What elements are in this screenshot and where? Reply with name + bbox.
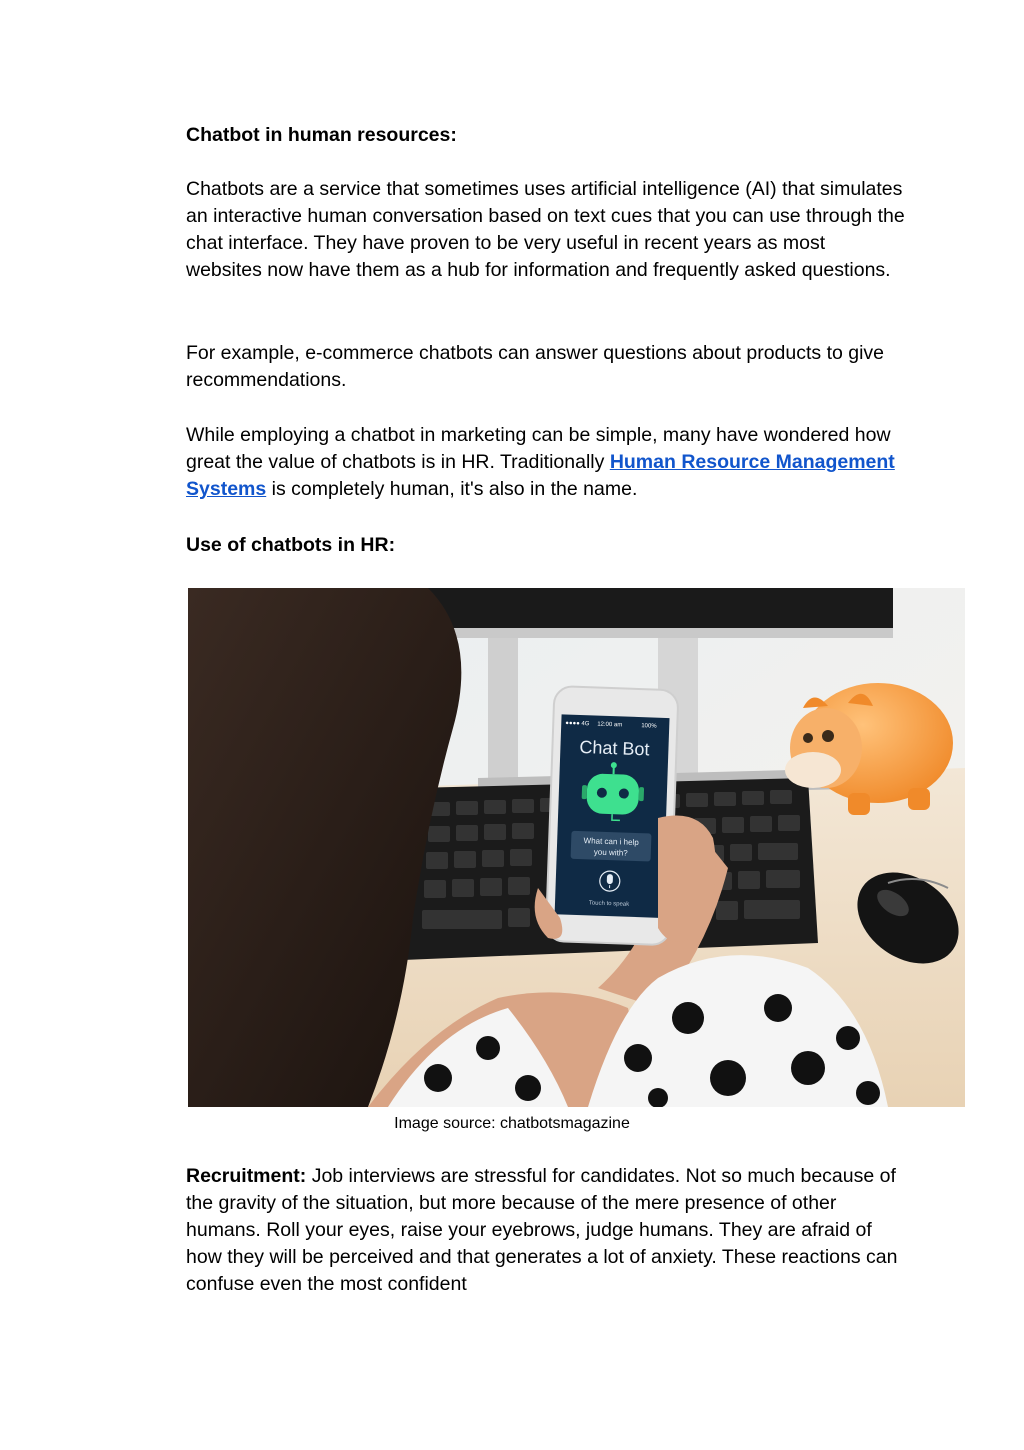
phone-touch-to-speak: Touch to speak — [588, 900, 630, 908]
recruitment-text: Job interviews are stressful for candidates. Not so much because of the gravity of the situation, but more because of the mere presence of other humans. Roll your eyes, raise your eyebrows, judge humans. They are afraid of how they will be perceived and that generates a lot of anxiety. These reactions can confuse even the most confident — [186, 1165, 898, 1295]
section-heading-use-of-chatbots: Use of chatbots in HR: — [186, 534, 396, 556]
phone-status-time: 12:00 am — [597, 721, 623, 729]
hrms-link[interactable]: Human Resource Management Systems — [186, 451, 895, 500]
phone-status-signal: ●●●● 4G — [565, 720, 590, 728]
paragraph-example: For example, e-commerce chatbots can answer questions about products to give recommendations. — [186, 342, 885, 391]
paragraph-hr-value-text: While employing a chatbot in marketing can be simple, many have wondered how great the value of chatbots is in HR. Traditionally — [186, 424, 891, 473]
phone-title: Chat Bot — [579, 736, 650, 760]
monitor-bottom — [418, 588, 893, 634]
paragraph-recruitment — [186, 1163, 906, 1298]
chatbot-photo-illustration — [188, 588, 965, 1107]
recruitment-label: Recruitment: — [186, 1165, 307, 1187]
paragraph-intro: Chatbots are a service that sometimes uses artificial intelligence (AI) that simulates an interactive human conversation based on text cues that you can use through the chat interface. They have proven to be very useful in recent years as most websites now have them as a hub for information and frequently asked questions. — [186, 178, 905, 281]
chatbot-photo — [188, 588, 965, 1107]
paragraph-hr-value — [186, 422, 906, 503]
image-caption: Image source: chatbotsmagazine — [394, 1115, 630, 1132]
phone-bubble-line2: you with? — [593, 847, 628, 858]
phone-bubble-line1: What can i help — [583, 836, 639, 848]
phone-status-battery: 100% — [641, 723, 657, 730]
paragraph-hr-value-tail: is completely human, it's also in the name. — [266, 478, 638, 500]
section-heading-chatbot-hr: Chatbot in human resources: — [186, 124, 457, 146]
